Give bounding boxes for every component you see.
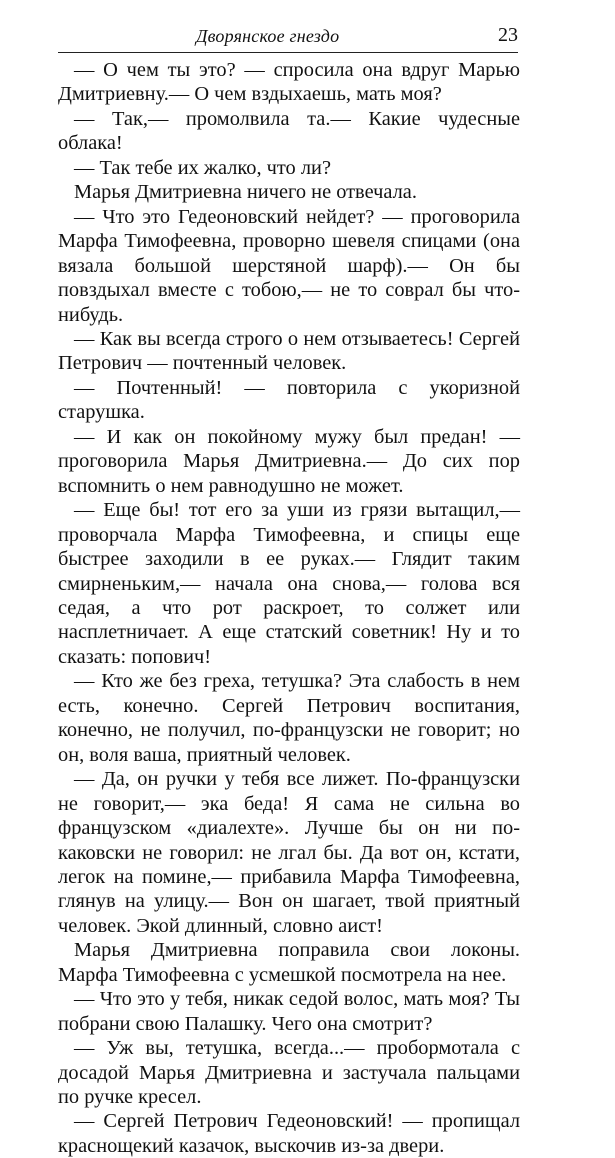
paragraph: — Так тебе их жалко, что ли? — [74, 156, 331, 179]
running-header — [58, 22, 518, 53]
paragraph: — Почтенный! — повторила с укоризной старушка. — [58, 376, 520, 424]
paragraph: — И как он покойному мужу был предан! — проговорила Марья Дмитриевна.— До сих пор вспомнить о нем равнодушно не может. — [58, 425, 520, 497]
paragraph: — Да, он ручки у тебя все лижет. По-французски не говорит,— эка беда! Я сама не сильна во французском «диалехте». Лучше бы он ни по-каковски не говорил: не лгал бы. Да вот он, кстати, легок на помине,— прибавила Марфа Тимофеевна, глянув на улицу.— Вон он шагает, твой приятный человек. Экой длинный, словно аист! — [58, 768, 520, 937]
paragraph: — Кто же без греха, тетушка? Эта слабость в нем есть, конечно. Сергей Петрович воспитания, конечно, не получил, по-французски не говорит; но он, воля ваша, приятный человек. — [58, 670, 520, 766]
paragraph: — Что это Гедеоновский нейдет? — проговорила Марфа Тимофеевна, проворно шевеля спицами (она вязала большой шерстяной шарф).— Он бы повздыхал вместе с тобою,— не то соврал бы что-нибудь. — [58, 205, 520, 326]
page-body — [58, 58, 520, 1158]
paragraph: — Как вы всегда строго о нем отзываетесь! Сергей Петрович — почтенный человек. — [58, 327, 520, 375]
paragraph: — Так,— промолвила та.— Какие чудесные облака! — [58, 107, 520, 155]
paragraph: Марья Дмитриевна поправила свои локоны. Марфа Тимофеевна с усмешкой посмотрела на нее. — [58, 939, 520, 986]
paragraph: — О чем ты это? — спросила она вдруг Марью Дмитриевну.— О чем вздыхаешь, мать моя? — [58, 59, 520, 106]
paragraph: Марья Дмитриевна ничего не отвечала. — [74, 181, 417, 204]
running-title: Дворянское гнездо — [196, 26, 340, 46]
paragraph: — Уж вы, тетушка, всегда...— пробормотала с досадой Марья Дмитриевна и застучала пальцами по ручке кресел. — [58, 1037, 520, 1109]
paragraph: — Сергей Петрович Гедеоновский! — пропищал краснощекий казачок, выскочив из-за двери. — [58, 1110, 520, 1157]
paragraph: — Еще бы! тот его за уши из грязи вытащил,— проворчала Марфа Тимофеевна, и спицы еще быстрее заходили в ее руках.— Глядит таким смирненьким,— начала она снова,— голова вся седая, а что рот раскроет, то солжет или насплетничает. А еще статский советник! Ну и то сказать: попович! — [58, 499, 520, 668]
page-number: 23 — [498, 24, 518, 46]
paragraph: — Что это у тебя, никак седой волос, мать моя? Ты побрани свою Палашку. Чего она смотрит? — [58, 988, 520, 1035]
